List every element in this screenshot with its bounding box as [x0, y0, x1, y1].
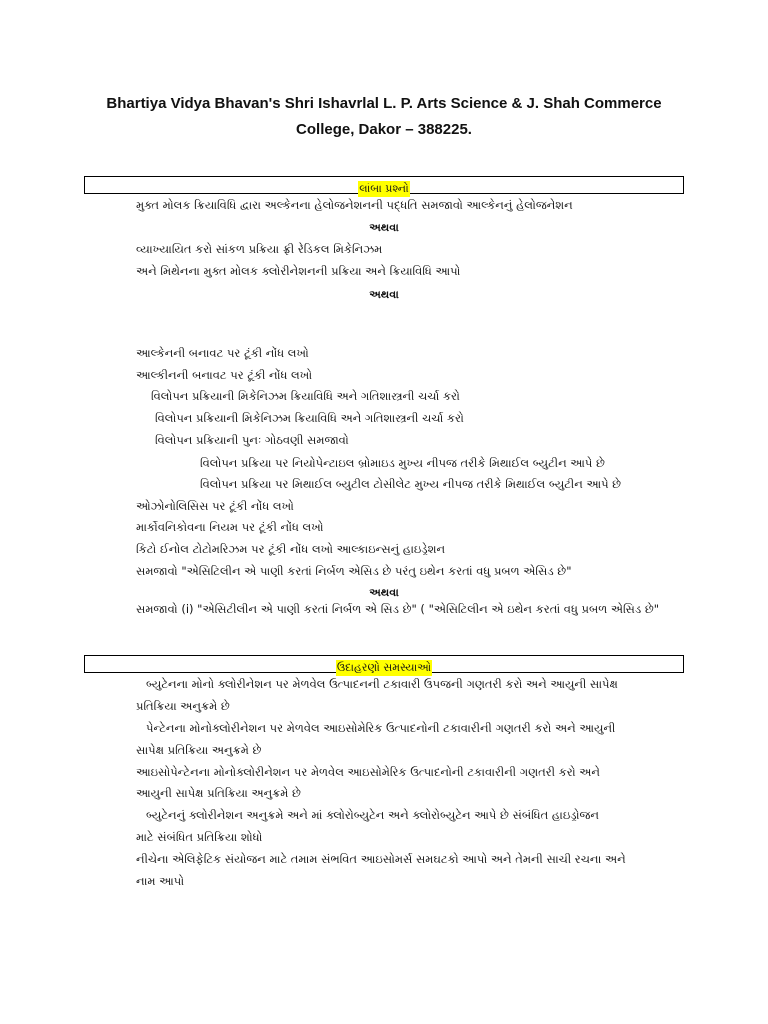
problem-line: નીચેના એલિફેટિક સંયોજન માટે તમામ સંભવિત આઇસોમર્સ સમઘટકો આપો અને તેમની સાચી રચના અને	[136, 852, 626, 866]
question-line: વિલોપન પ્રક્રિયાની પુનઃ ગોઠવણી સમજાવો	[155, 433, 349, 447]
section-heading-long-questions	[84, 176, 684, 194]
question-line: વિલોપન પ્રક્રિયા પર મિથાઈલ બ્યુટીલ ટોસીલેટ મુખ્ય નીપજ તરીકે મિથાઈલ બ્યુટીન આપે છે	[200, 477, 622, 491]
problem-line: બ્યુટેનના મોનો ક્લોરીનેશન પર મેળવેલ ઉત્પાદનની ટકાવારી ઉપજની ગણતરી કરો અને આયુની સાપેક્ષ	[146, 677, 618, 691]
question-line: મુક્ત મોલક ક્રિયાવિધિ દ્વારા અલ્કેનના હેલોજનેશનની પદ્ધતિ સમજાવો આલ્કેનનું હેલોજનેશન	[136, 198, 573, 212]
separator-or: અથવા	[369, 586, 399, 599]
question-line: આલ્કેનની બનાવટ પર ટૂંકી નોંધ લખો	[136, 346, 309, 360]
problem-line: પેન્ટેનના મોનોક્લોરીનેશન પર મેળવેલ આઇસોમેરિક ઉત્પાદનોની ટકાવારીની ગણતરી કરો અને આયુની	[146, 721, 616, 735]
section-heading-example-problems	[84, 655, 684, 673]
question-line: સમજાવો "એસિટિલીન એ પાણી કરતાં નિર્બળ એસિડ છે પરંતુ ઇથેન કરતાં વધુ પ્રબળ એસિડ છે"	[136, 564, 572, 578]
question-line: કિટો ઈનોલ ટોટોમરિઝમ પર ટૂંકી નોંધ લખો આલ્કાઇન્સનું હાઇડ્રેશન	[136, 542, 446, 556]
question-line: વિલોપન પ્રક્રિયા પર નિયોપેન્ટાઇલ બ્રોમાઇડ મુખ્ય નીપજ તરીકે મિથાઈલ બ્યુટીન આપે છે	[200, 456, 605, 470]
question-line: વિલોપન પ્રક્રિયાની મિકેનિઝમ ક્રિયાવિધિ અને ગતિશાસ્ત્રની ચર્ચા કરો	[155, 411, 464, 425]
question-line: વિલોપન પ્રક્રિયાની મિકેનિઝમ ક્રિયાવિધિ અને ગતિશાસ્ત્રની ચર્ચા કરો	[151, 389, 460, 403]
problem-line: બ્યુટેનનું ક્લોરીનેશન અનુક્રમે અને માં ક્લોરોબ્યુટેન અને ક્લોરોબ્યુટેન આપે છે સંબંધિત હાઇડ્રોજન	[146, 808, 599, 822]
separator-or: અથવા	[369, 221, 399, 234]
question-line: સમજાવો (i) "એસિટીલીન એ પાણી કરતાં નિર્બળ એ સિડ છે" ( "એસિટિલીન એ ઇથેન કરતાં વધુ પ્રબળ એસિડ છે"	[136, 602, 660, 616]
problem-line: આયુની સાપેક્ષ પ્રતિક્રિયા અનુક્રમે છે	[136, 786, 301, 800]
problem-line: સાપેક્ષ પ્રતિક્રિયા અનુક્રમે છે	[136, 743, 262, 757]
question-line: અને મિથેનના મુક્ત મોલક ક્લોરીનેશનની પ્રક્રિયા અને ક્રિયાવિધિ આપો	[136, 264, 461, 278]
question-line: વ્યાખ્યાયિત કરો સાંકળ પ્રક્રિયા ફ્રી રેડિકલ મિકેનિઝમ	[136, 242, 383, 256]
problem-line: નામ આપો	[136, 874, 185, 888]
college-name-line2: College, Dakor – 388225.	[296, 121, 472, 138]
problem-line: માટે સંબંધિત પ્રતિક્રિયા શોધો	[136, 830, 263, 844]
problem-line: પ્રતિક્રિયા અનુક્રમે છે	[136, 699, 230, 713]
question-line: માર્કોવનિકોવના નિયમ પર ટૂંકી નોંધ લખો	[136, 520, 324, 534]
problem-line: આઇસોપેન્ટેનના મોનોક્લોરીનેશન પર મેળવેલ આઇસોમેરિક ઉત્પાદનોની ટકાવારીની ગણતરી કરો અને	[136, 765, 600, 779]
section-heading-label: ઉદાહરણો સમસ્યાઓ	[336, 661, 432, 674]
college-name-line1: Bhartiya Vidya Bhavan's Shri Ishavrlal L. P. Arts Science & J. Shah Commerce	[106, 95, 662, 112]
section-heading-label: લાંબા પ્રશ્નો	[359, 182, 409, 195]
question-line: આલ્કીનની બનાવટ પર ટૂંકી નોંધ લખો	[136, 368, 313, 382]
question-line: ઓઝોનોલિસિસ પર ટૂંકી નોંધ લખો	[136, 499, 294, 513]
separator-or: અથવા	[369, 288, 399, 301]
